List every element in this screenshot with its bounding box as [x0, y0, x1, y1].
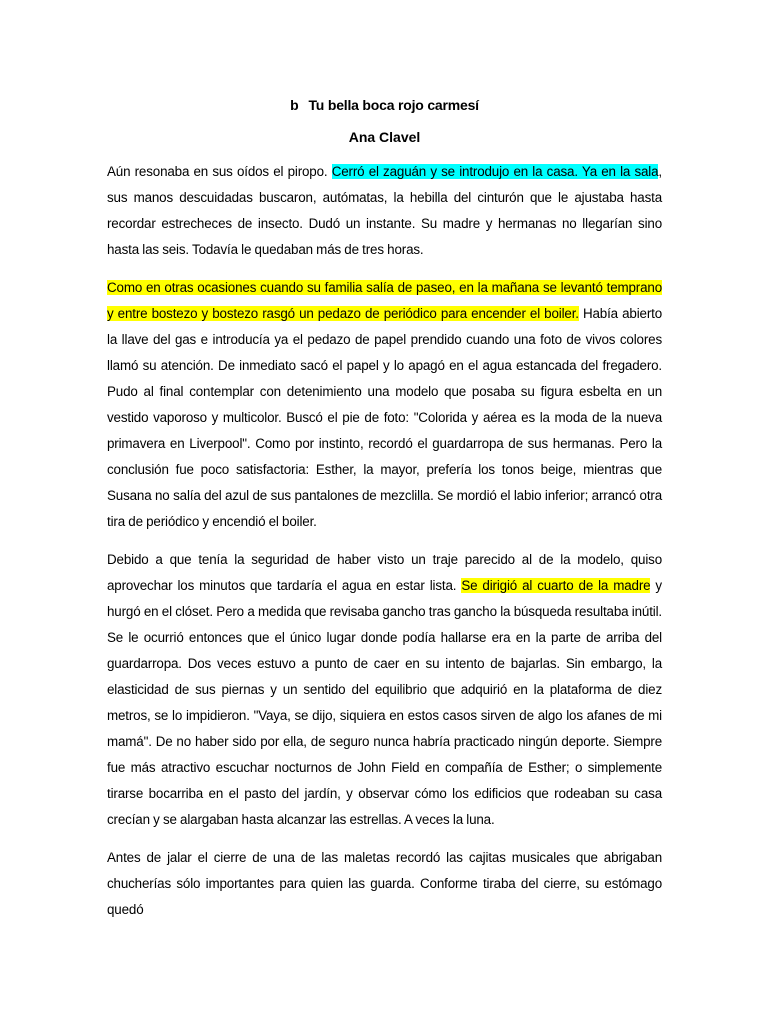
author-name: Ana Clavel [348, 129, 421, 145]
paragraph-1-highlight-cyan: Cerró el zaguán y se introdujo en la casa. Ya en la sala [331, 164, 659, 179]
paragraph-4-text-a: Antes de jalar el cierre de una de las maletas recordó las cajitas musicales que abrigaban chucherías sólo importantes para quien las guarda. Conforme tiraba del cierre, su estómago quedó [107, 850, 662, 917]
paragraph-1-text-b: , sus manos descuidadas buscaron, autómatas, la hebilla del cinturón que le ajustaba hasta recordar estrecheces de insecto. Dudó un instante. Su madre y hermanas no llegarían sino hasta las seis. Todavía le quedaban más de tres horas. [107, 164, 662, 257]
paragraph-3 [107, 547, 662, 833]
paragraph-1-text-a: Aún resonaba en sus oídos el piropo. [107, 164, 332, 179]
paragraph-3-text-a: Debido a que tenía la seguridad de haber visto un traje parecido al de la modelo, quiso aprovechar los minutos que tardaría el agua en estar lista. [107, 552, 662, 593]
paragraph-1 [107, 159, 662, 263]
paragraph-3-highlight-yellow: Se dirigió al cuarto de la madre [461, 578, 651, 593]
paragraph-2 [107, 275, 662, 535]
paragraph-2-highlight-yellow: Como en otras ocasiones cuando su familia salía de paseo, en la mañana se levantó temprano y entre bostezo y bostezo rasgó un pedazo de periódico para encender el boiler. [107, 280, 662, 321]
paragraph-4 [107, 845, 662, 923]
title-marker: b [290, 97, 299, 113]
paragraph-3-text-b: y hurgó en el clóset. Pero a medida que revisaba gancho tras gancho la búsqueda resultaba inútil. Se le ocurrió entonces que el único lugar donde podía hallarse era en la parte de arriba del guardarropa. Dos veces estuvo a punto de caer en su intento de bajarlas. Sin embargo, la elasticidad de sus piernas y un sentido del equilibrio que adquirió en la plataforma de diez metros, se lo impidieron. "Vaya, se dijo, siquiera en estos casos sirven de algo los afanes de mi mamá". De no haber sido por ella, de seguro nunca habría practicado ningún deporte. Siempre fue más atractivo escuchar nocturnos de John Field en compañía de Esther; o simplemente tirarse bocarriba en el pasto del jardín, y observar cómo los edificios que rodeaban su casa crecían y se alargaban hasta alcanzar las estrellas. A veces la luna. [107, 578, 662, 827]
story-title [107, 95, 662, 115]
paragraph-2-text-a: Había abierto la llave del gas e introducía ya el pedazo de papel prendido cuando una foto de vivos colores llamó su atención. De inmediato sacó el papel y lo apagó en el agua estancada del fregadero. Pudo al final contemplar con detenimiento una modelo que posaba su figura esbelta en un vestido vaporoso y multicolor. Buscó el pie de foto: "Colorida y aérea es la moda de la nueva primavera en Liverpool". Como por instinto, recordó el guardarropa de sus hermanas. Pero la conclusión fue poco satisfactoria: Esther, la mayor, prefería los tonos beige, mientras que Susana no salía del azul de sus pantalones de mezclilla. Se mordió el labio inferior; arrancó otra tira de periódico y encendió el boiler. [107, 306, 662, 529]
title-text: Tu bella boca rojo carmesí [308, 97, 479, 113]
